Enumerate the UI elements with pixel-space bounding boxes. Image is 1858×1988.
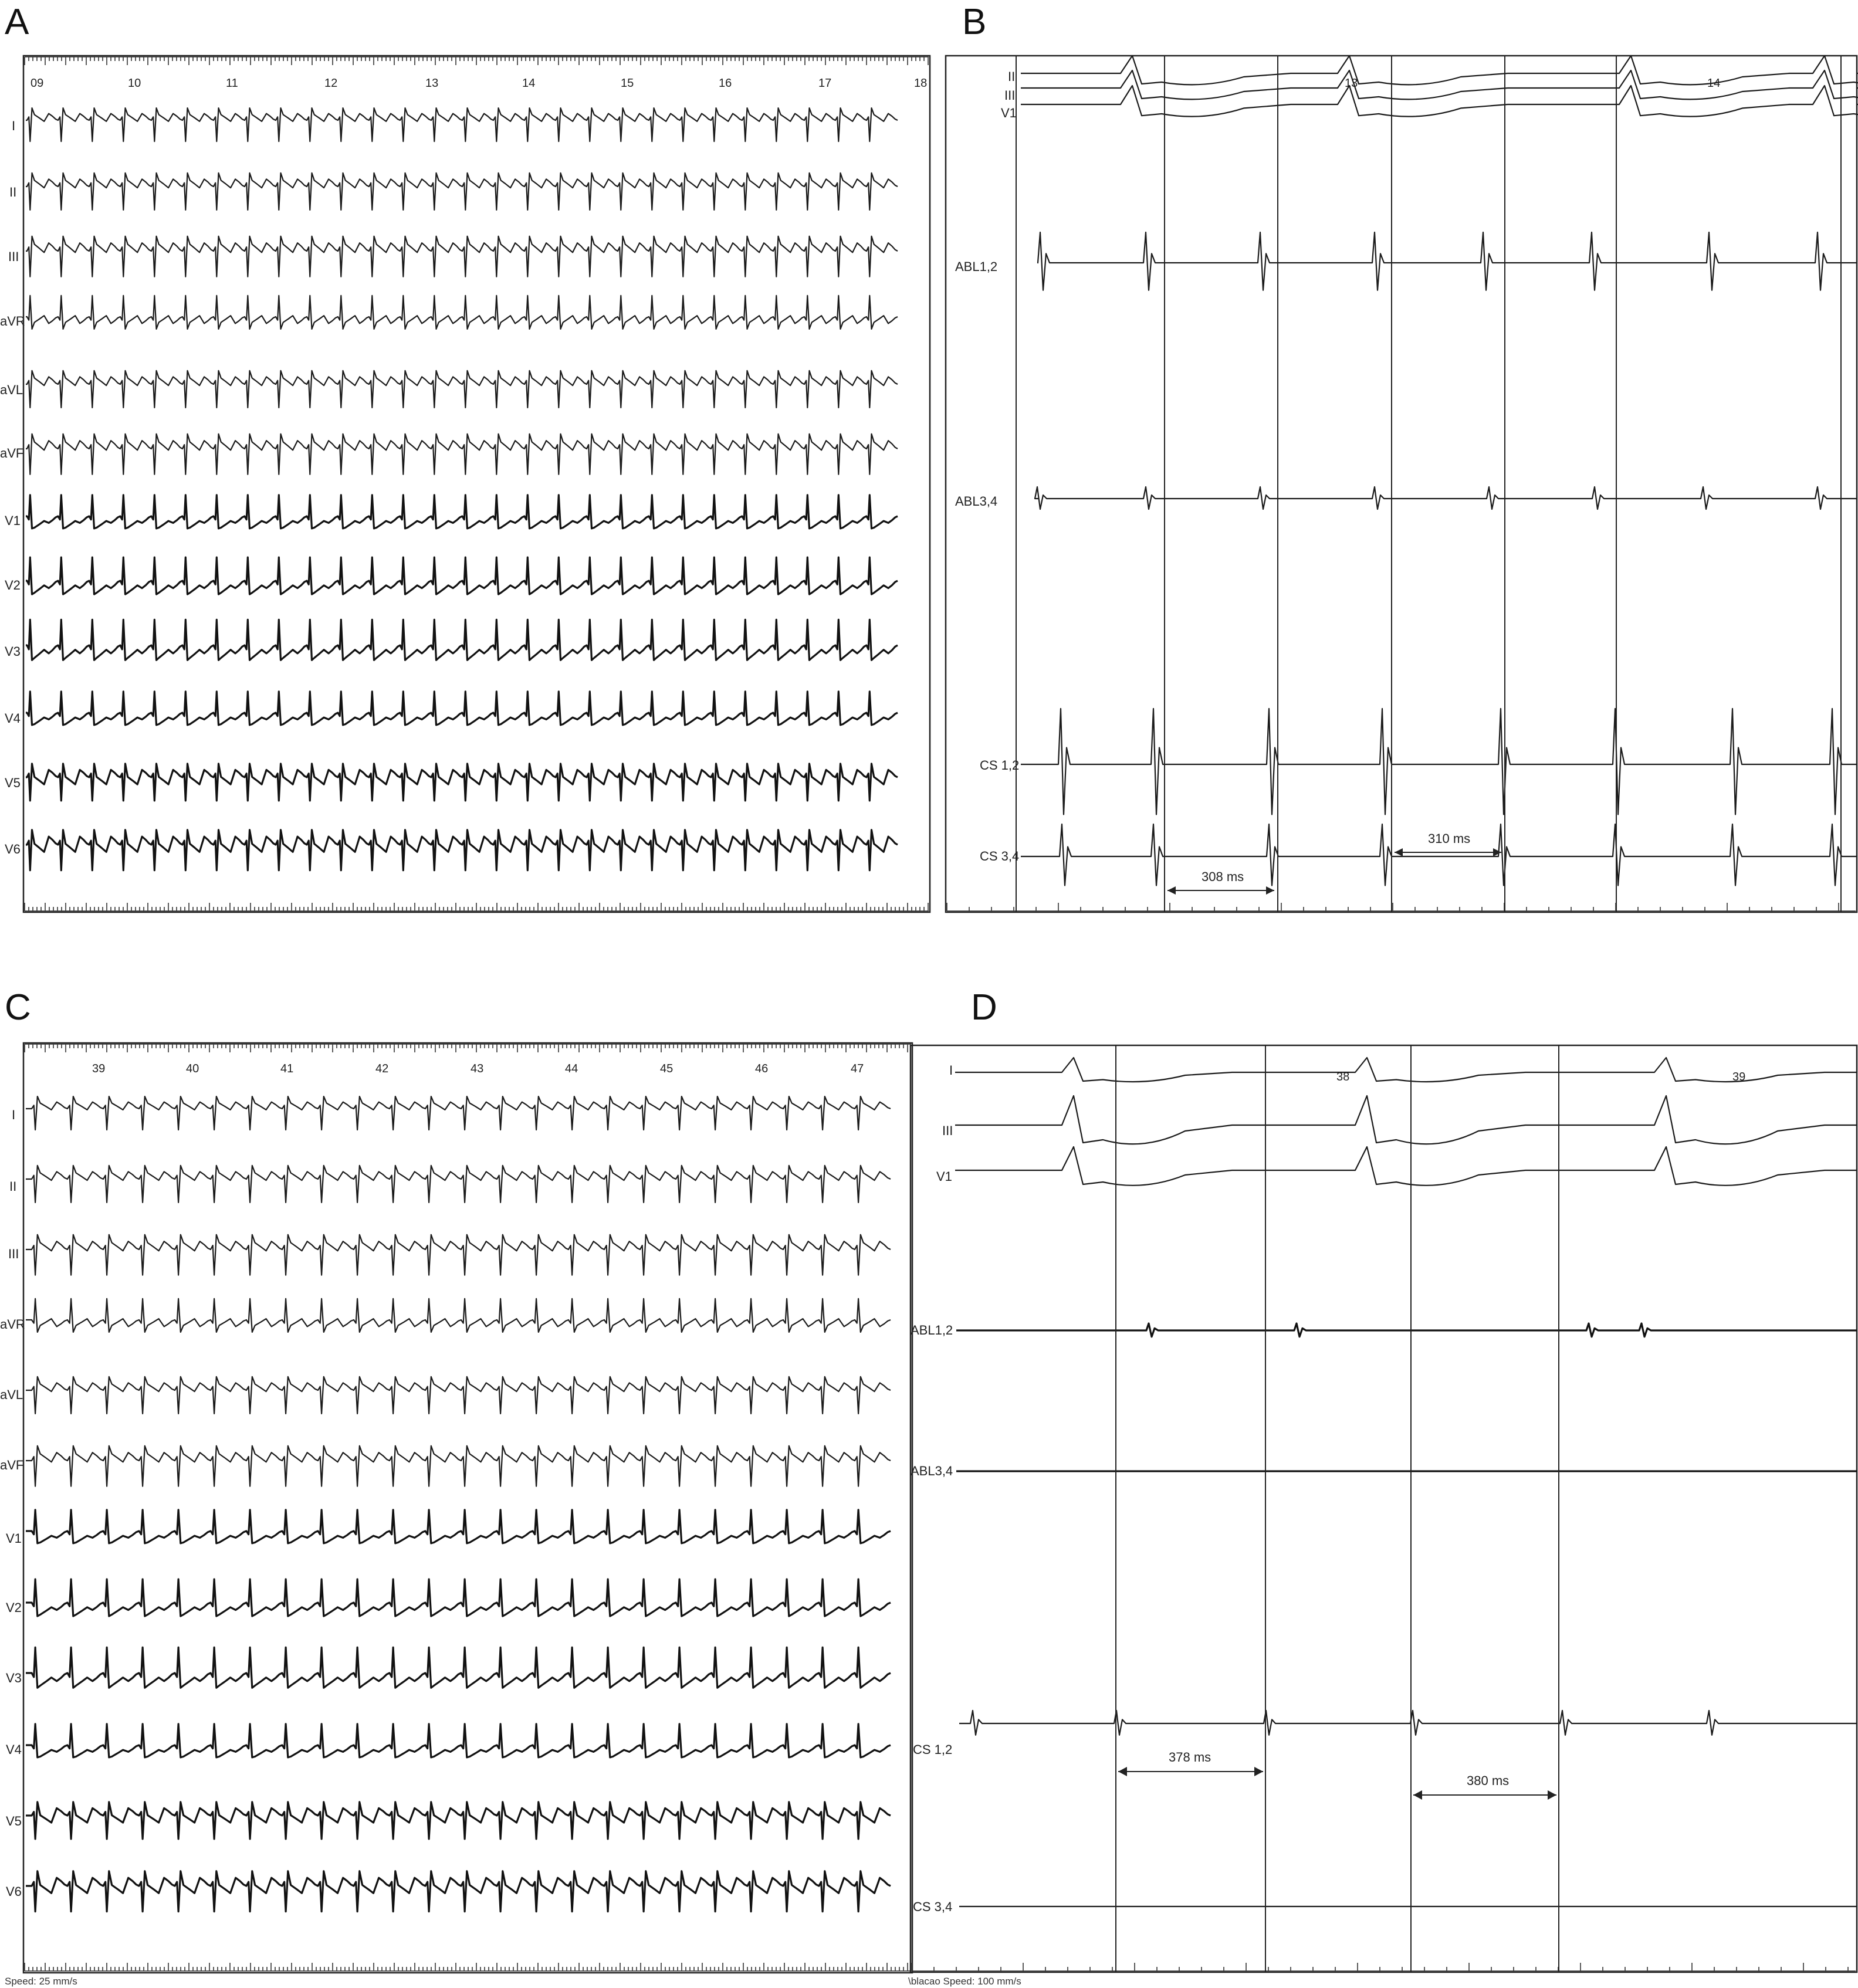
panel-b-traces xyxy=(1021,56,1858,886)
lead-label: aVL xyxy=(0,1387,23,1402)
panel-d-lead-labels xyxy=(911,1063,953,1914)
panel-c-top-ruler xyxy=(25,1044,911,1052)
panel-c-lead-labels xyxy=(0,1108,25,1899)
ecg-trace xyxy=(26,371,898,408)
ecg-trace xyxy=(26,173,898,210)
lead-label: V1 xyxy=(6,1531,22,1546)
lead-label: aVF xyxy=(0,1458,24,1472)
lead-label: CS 3,4 xyxy=(980,849,1020,863)
time-mark: 11 xyxy=(226,77,238,90)
time-mark: 17 xyxy=(818,77,832,90)
lead-label: II xyxy=(1008,69,1016,84)
time-mark: 43 xyxy=(471,1062,484,1075)
lead-label: ABL3,4 xyxy=(911,1464,953,1478)
ecg-trace xyxy=(26,1096,891,1130)
ecg-trace xyxy=(955,1096,1857,1144)
panel-a-frame xyxy=(23,56,930,912)
panel-a-bottom-ruler xyxy=(25,903,929,911)
recording-speed-label: \blacao Speed: 100 mm/s xyxy=(908,1976,1021,1987)
lead-label: V5 xyxy=(5,775,21,790)
ecg-trace xyxy=(26,296,898,329)
recording-speed-label: Speed: 25 mm/s xyxy=(5,1976,77,1987)
lead-label: I xyxy=(12,1108,16,1122)
panel-c-frame xyxy=(23,1043,912,1973)
time-mark: 39 xyxy=(1732,1071,1746,1083)
ecg-trace xyxy=(26,764,898,801)
lead-label: III xyxy=(1004,88,1016,103)
lead-label: V1 xyxy=(1001,106,1017,120)
time-mark: 14 xyxy=(1707,77,1721,90)
panel-c-bottom-ruler xyxy=(25,1963,911,1971)
electrogram-trace xyxy=(1035,487,1857,509)
time-mark: 13 xyxy=(1345,77,1358,90)
panel-b xyxy=(946,2,1858,912)
lead-label: aVR xyxy=(0,314,25,328)
panel-b-measurement-308 xyxy=(1167,869,1274,895)
panel-b-cursors xyxy=(1016,56,1841,912)
lead-label: V4 xyxy=(5,711,21,726)
ecg-trace xyxy=(26,830,898,871)
time-mark: 18 xyxy=(914,77,928,90)
time-mark: 47 xyxy=(851,1062,864,1075)
lead-label: aVF xyxy=(0,446,24,460)
panel-c xyxy=(0,987,912,1987)
ecg-trace xyxy=(1021,70,1858,99)
interval-measurement: 310 ms xyxy=(1428,831,1471,846)
time-ruler-ticks xyxy=(25,903,929,911)
panel-d-bottom-ruler xyxy=(912,1963,1856,1971)
ecg-trace xyxy=(26,1802,891,1839)
electrogram-trace xyxy=(1038,232,1857,290)
ecg-trace xyxy=(955,1058,1857,1082)
ecg-trace xyxy=(26,1446,891,1486)
ecg-trace xyxy=(1021,86,1858,117)
time-mark: 16 xyxy=(719,77,732,90)
time-ruler-ticks xyxy=(25,1963,911,1971)
ecg-trace xyxy=(26,495,898,529)
panel-letter-c: C xyxy=(5,987,31,1028)
lead-label: V2 xyxy=(5,578,21,592)
interval-measurement: 378 ms xyxy=(1169,1750,1211,1765)
lead-label: III xyxy=(8,1247,19,1261)
time-mark: 46 xyxy=(755,1062,769,1075)
ecg-trace xyxy=(26,557,898,594)
time-mark: 38 xyxy=(1336,1071,1350,1083)
panel-a-top-ruler xyxy=(25,57,929,65)
lead-label: V2 xyxy=(6,1600,22,1615)
ecg-trace xyxy=(26,1647,891,1688)
ecg-trace xyxy=(26,1235,891,1275)
ecg-trace xyxy=(26,692,898,725)
ecg-trace xyxy=(26,108,898,141)
electrogram-trace xyxy=(959,1711,1857,1735)
lead-label: ABL3,4 xyxy=(955,494,998,509)
ecg-trace xyxy=(26,1166,891,1203)
time-mark: 45 xyxy=(660,1062,674,1075)
time-mark: 40 xyxy=(186,1062,199,1075)
panel-letter-a: A xyxy=(5,2,29,42)
time-mark: 14 xyxy=(522,77,536,90)
electrogram-trace xyxy=(1021,709,1857,815)
ecg-trace xyxy=(26,236,898,277)
lead-label: V5 xyxy=(6,1814,22,1828)
time-mark: 42 xyxy=(375,1062,389,1075)
time-mark: 15 xyxy=(621,77,634,90)
panel-letter-d: D xyxy=(971,987,997,1028)
ecg-trace xyxy=(26,1510,891,1543)
panel-a-lead-labels xyxy=(0,118,25,856)
panel-c-traces xyxy=(26,1096,891,1912)
lead-label: CS 3,4 xyxy=(913,1899,953,1914)
lead-label: II xyxy=(9,1179,17,1194)
panel-b-frame xyxy=(946,56,1857,912)
panel-a-traces xyxy=(26,108,898,871)
time-mark: 10 xyxy=(128,77,141,90)
panel-d-cursors xyxy=(1116,1045,1559,1972)
electrogram-trace xyxy=(956,1323,1857,1337)
ecg-trace xyxy=(955,1147,1857,1186)
ecg-trace xyxy=(26,619,898,660)
panel-b-bottom-ruler xyxy=(947,903,1856,911)
ecg-trace xyxy=(1021,56,1858,84)
lead-label: III xyxy=(8,249,19,264)
time-mark: 39 xyxy=(92,1062,106,1075)
panel-c-time-marks xyxy=(92,1062,864,1075)
time-ruler-ticks xyxy=(947,903,1856,911)
lead-label: V3 xyxy=(6,1671,22,1685)
panel-a xyxy=(0,2,930,912)
lead-label: aVL xyxy=(0,382,23,397)
panel-d-measurement-380 xyxy=(1413,1773,1556,1800)
lead-label: CS 1,2 xyxy=(980,758,1020,773)
lead-label: V3 xyxy=(5,644,21,659)
ecg-trace xyxy=(26,1871,891,1912)
panel-b-measurement-310 xyxy=(1395,831,1501,856)
lead-label: aVR xyxy=(0,1317,25,1332)
lead-label: V4 xyxy=(6,1742,22,1757)
time-mark: 13 xyxy=(425,77,439,90)
lead-label: III xyxy=(942,1123,953,1138)
panel-d-measurement-378 xyxy=(1118,1750,1263,1776)
time-mark: 44 xyxy=(565,1062,578,1075)
ecg-trace xyxy=(26,1377,891,1414)
time-ruler-ticks xyxy=(25,57,929,65)
time-mark: 09 xyxy=(31,77,44,90)
time-ruler-ticks xyxy=(25,1044,911,1052)
lead-label: V6 xyxy=(5,842,21,856)
ecg-trace xyxy=(26,1579,891,1616)
lead-label: ABL1,2 xyxy=(911,1323,953,1337)
lead-label: ABL1,2 xyxy=(955,259,998,274)
lead-label: I xyxy=(12,118,16,133)
time-ruler-ticks xyxy=(912,1963,1856,1971)
ecg-trace xyxy=(26,434,898,475)
lead-label: V1 xyxy=(5,513,21,528)
lead-label: CS 1,2 xyxy=(913,1742,953,1757)
interval-measurement: 308 ms xyxy=(1202,869,1244,884)
panel-letter-b: B xyxy=(962,2,987,42)
interval-measurement: 380 ms xyxy=(1467,1773,1510,1788)
panel-a-time-marks xyxy=(31,77,927,90)
lead-label: V1 xyxy=(936,1169,952,1184)
time-mark: 41 xyxy=(280,1062,294,1075)
ecg-trace xyxy=(26,1724,891,1757)
lead-label: II xyxy=(9,185,17,199)
panel-b-lead-labels xyxy=(955,69,1019,863)
lead-label: V6 xyxy=(6,1884,22,1899)
panel-d-traces xyxy=(955,1058,1857,1906)
panel-d xyxy=(908,987,1857,1987)
lead-label: I xyxy=(949,1063,953,1078)
time-mark: 12 xyxy=(324,77,338,90)
ecg-trace xyxy=(26,1299,891,1332)
